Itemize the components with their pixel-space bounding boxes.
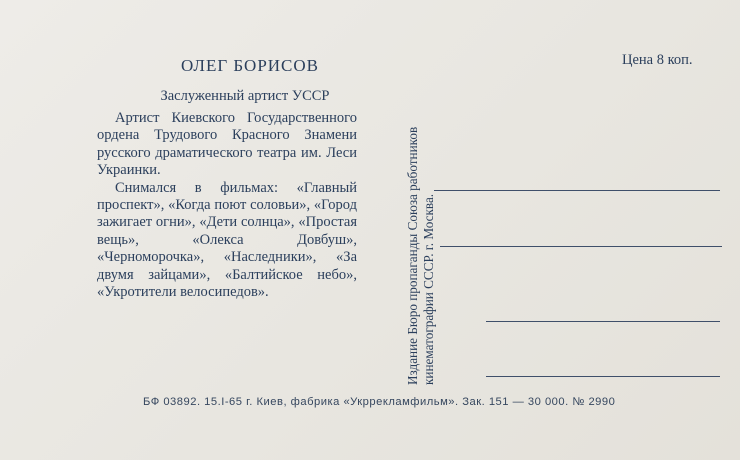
publisher-line-1: Издание Бюро пропаганды Союза работников [405,126,420,385]
publisher-line-2: кинематографии СССР. г. Москва. [421,193,436,385]
price-label: Цена 8 коп. [622,52,693,68]
bio-theatre: Артист Киевского Государственного ордена Трудового Красного Знамени русского драматического театра им. Леси Украинки. [97,110,357,179]
actor-name: ОЛЕГ БОРИСОВ [180,56,320,75]
address-line-4 [486,376,720,377]
address-line-2 [440,246,722,247]
actor-title: Заслуженный артист УССР [160,88,330,104]
address-line-3 [486,321,720,322]
publisher-text [405,105,437,385]
actor-biography [97,110,357,301]
bio-filmography: Снимался в фильмах: «Главный проспект», «Когда поют соловьи», «Город зажигает огни», «Дети солнца», «Простая вещь», «Олекса Довбуш», «Черноморочка», «Наследники», «За двумя зайцами», «Балтийское небо», «Укротители велосипедов». [97,179,357,301]
address-line-1 [434,190,720,191]
print-imprint: БФ 03892. 15.I-65 г. Киев, фабрика «Укррекламфильм». Зак. 151 — 30 000. № 2990 [143,396,616,408]
